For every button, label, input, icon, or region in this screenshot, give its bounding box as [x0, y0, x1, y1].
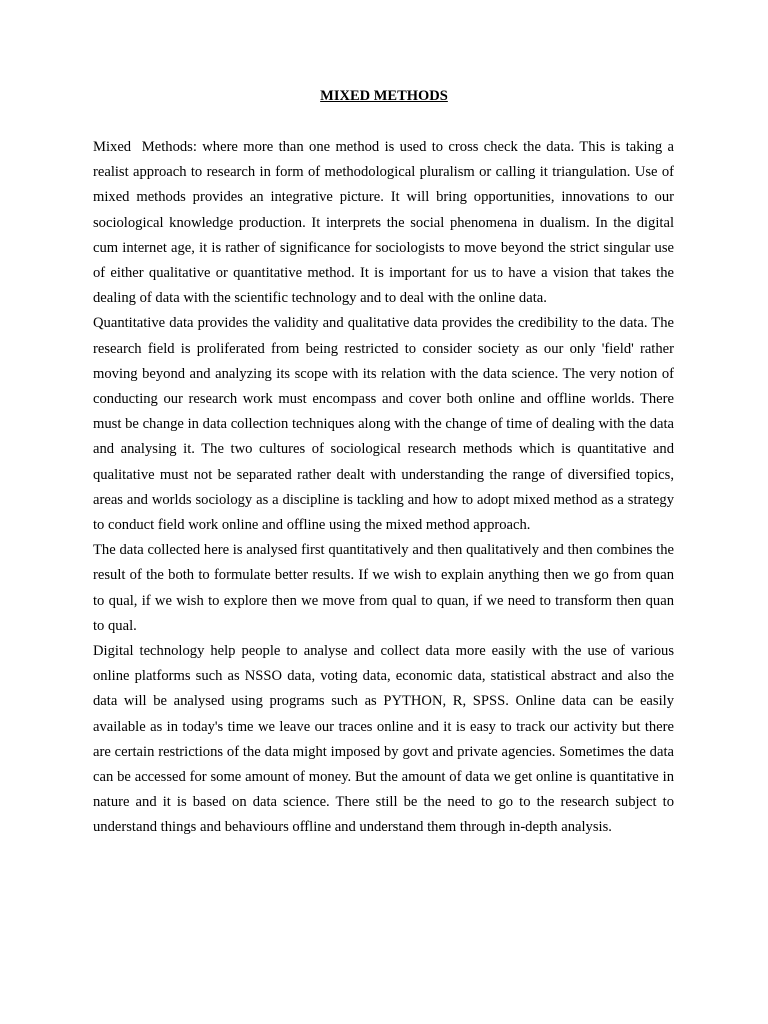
paragraph-quantitative-qualitative: Quantitative data provides the validity and qualitative data provides the credibility to the data. The research field is proliferated from being restricted to consider society as our only 'field' rather moving beyond and analyzing its scope with its relation with the data science. The very notion of conducting our research work must encompass and cover both online and offline worlds. There must be change in data collection techniques along with the change of time of dealing with the data and analysing it. The two cultures of sociological research methods which is quantitative and qualitative must not be separated rather dealt with understanding the range of diversified topics, areas and worlds sociology as a discipline is tackling and how to adopt mixed method as a strategy to conduct field work online and offline using the mixed method approach. — [93, 315, 674, 534]
document-body — [93, 135, 674, 841]
paragraph-data-analysis-sequence: The data collected here is analysed first quantitatively and then qualitatively and then combines the result of the both to formulate better results. If we wish to explain anything then we go from quan to qual, if we wish to explore then we move from qual to quan, if we need to transform then quan to qual. — [93, 542, 674, 634]
paragraph-mixed-methods-definition: Mixed Methods: where more than one method is used to cross check the data. This is taking a realist approach to research in form of methodological pluralism or calling it triangulation. Use of mixed methods provides an integrative picture. It will bring opportunities, innovations to our sociological knowledge production. It interprets the social phenomena in dualism. In the digital cum internet age, it is rather of significance for sociologists to move beyond the strict singular use of either qualitative or quantitative method. It is important for us to have a vision that takes the dealing of data with the scientific technology and to deal with the online data. — [93, 139, 674, 307]
document-title: MIXED METHODS — [320, 88, 448, 104]
paragraph-digital-technology: Digital technology help people to analyse and collect data more easily with the use of various online platforms such as NSSO data, voting data, economic data, statistical abstract and also the data will be analysed using programs such as PYTHON, R, SPSS. Online data can be easily available as in today's time we leave our traces online and it is easy to track our activity but there are certain restrictions of the data might imposed by govt and private agencies. Sometimes the data can be accessed for some amount of money. But the amount of data we get online is quantitative in nature and it is based on data science. There still be the need to go to the research subject to understand things and behaviours offline and understand them through in-depth analysis. — [93, 643, 674, 836]
